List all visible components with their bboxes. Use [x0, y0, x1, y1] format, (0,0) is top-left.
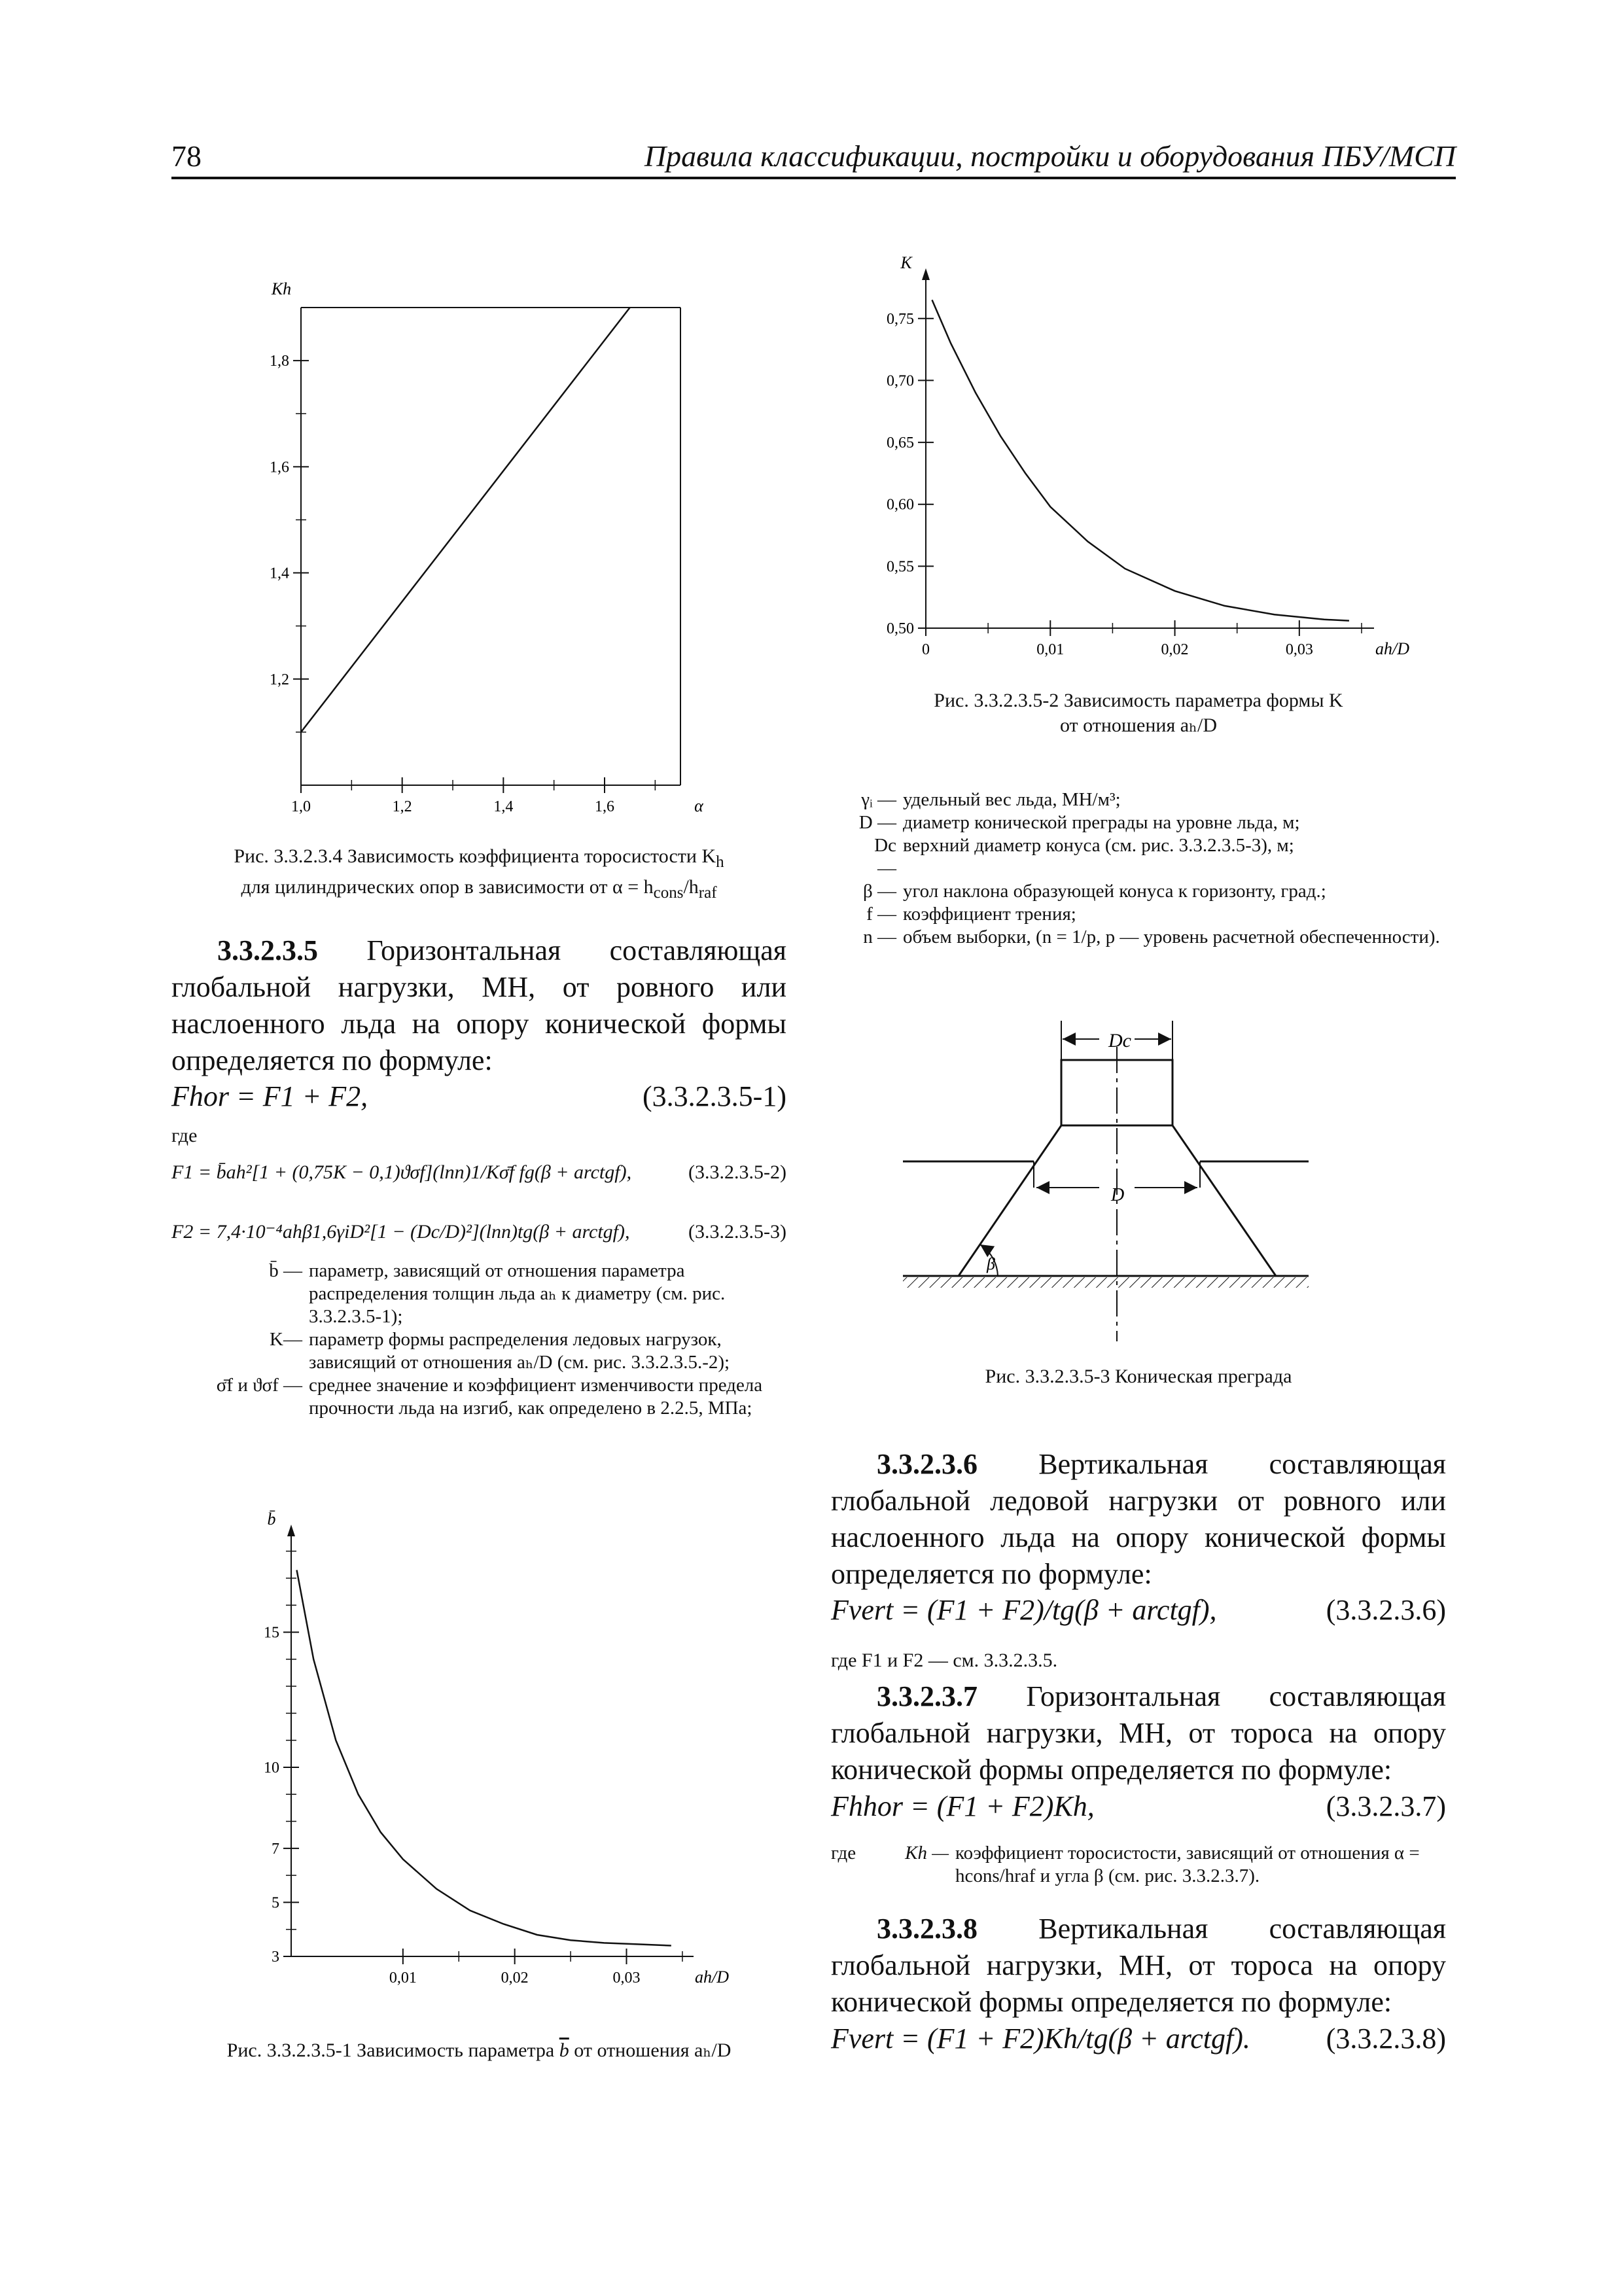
- formula-body: Fhhor = (F1 + F2)Kh,: [831, 1790, 1095, 1822]
- chart-kh-vs-alpha: [249, 262, 746, 831]
- figure-caption-cone: Рис. 3.3.2.3.5-3 Коническая преграда: [985, 1366, 1292, 1387]
- x-tick-label: 0,01: [389, 1969, 417, 1987]
- formula-body: Fvert = (F1 + F2)/tg(β + arctgf),: [831, 1594, 1217, 1626]
- formula-3-3-2-3-5-3: [171, 1220, 786, 1243]
- y-axis-label: K: [900, 253, 912, 272]
- x-tick-label: 1,2: [392, 798, 412, 815]
- left-definitions: [171, 1260, 786, 1420]
- formula-number: (3.3.2.3.5-3): [688, 1221, 786, 1243]
- x-axis-label: ah/D: [695, 1968, 729, 1987]
- section-3-3-2-3-7: [831, 1678, 1446, 1788]
- y-tick-label: 0,70: [887, 372, 914, 390]
- header-rule: [171, 177, 1456, 179]
- definition-row: n — объем выборки, (n = 1/p, p — уровень расчетной обеспеченности).: [863, 927, 1440, 947]
- section-text: Вертикальная составляющая глобальной нагрузки, МН, от тороса на опору конической формы определяется по формуле:: [831, 1913, 1446, 2018]
- formula-5-where: [831, 1842, 1446, 1888]
- formula-number: (3.3.2.3.7): [1326, 1790, 1446, 1822]
- section-number: 3.3.2.3.8: [877, 1913, 978, 1945]
- formula-3-3-2-3-5-1: [171, 1080, 786, 1113]
- figure-caption-k: Рис. 3.3.2.3.5-2 Зависимость параметра формы K от отношения aₕ/D: [934, 690, 1343, 736]
- y-tick-label: 1,4: [270, 565, 289, 582]
- x-tick-label: 0,03: [612, 1969, 641, 1987]
- formula-body: Fvert = (F1 + F2)Kh/tg(β + arctgf).: [831, 2022, 1250, 2055]
- x-tick-label: 0: [922, 641, 930, 658]
- formula-body: F1 = b̄ah²[1 + (0,75K − 0,1)ϑσf](lnn)1/Kσ̄f fg(β + arctgf),: [171, 1161, 632, 1183]
- section-3-3-2-3-8: [831, 1911, 1446, 2021]
- formula-where-note: где F1 и F2 — см. 3.3.2.3.5.: [831, 1650, 1058, 1671]
- section-text: Горизонтальная составляющая глобальной нагрузки, МН, от ровного или наслоенного льда на опору конической формы определяется по формуле:: [171, 934, 787, 1076]
- y-tick-label: 5: [272, 1894, 279, 1912]
- right-definitions: [851, 788, 1453, 949]
- caption-line-1: Рис. 3.3.2.3.4 Зависимость коэффициента торосистости $K_h$: [234, 845, 724, 871]
- formula-number: (3.3.2.3.5-1): [643, 1080, 786, 1112]
- formula-number: (3.3.2.3.5-2): [688, 1161, 786, 1183]
- chart-b-plot: [264, 1510, 729, 1987]
- formula-number: (3.3.2.3.8): [1326, 2022, 1446, 2055]
- d-label: D: [1111, 1185, 1125, 1205]
- formula-number: (3.3.2.3.6): [1326, 1594, 1446, 1626]
- y-tick-label: 0,65: [887, 434, 914, 452]
- y-axis-label: Kh: [271, 279, 292, 298]
- y-tick-label: 0,50: [887, 620, 914, 637]
- section-text: Горизонтальная составляющая глобальной нагрузки, МН, от тороса на опору конической формы определяется по формуле:: [831, 1680, 1447, 1786]
- x-tick-label: 1,6: [595, 798, 614, 815]
- formula-3-3-2-3-5-2: [171, 1161, 786, 1184]
- running-header-title: Правила классификации, постройки и оборудования ПБУ/МСП: [644, 139, 1456, 173]
- y-tick-label: 15: [264, 1624, 279, 1642]
- y-tick-label: 0,60: [887, 496, 914, 514]
- y-tick-label: 1,2: [270, 671, 289, 688]
- definition-row: Dc — верхний диаметр конуса (см. рис. 3.3.2.3.5-3), м;: [874, 835, 1294, 879]
- section-3-3-2-3-6: [831, 1446, 1446, 1593]
- section-number: 3.3.2.3.5: [217, 934, 318, 966]
- x-tick-label: 1,0: [291, 798, 311, 815]
- chart-b-vs-ahD: [216, 1505, 785, 2002]
- where-label: где: [171, 1125, 198, 1146]
- definition-row: β — угол наклона образующей конуса к горизонту, град.;: [862, 881, 1326, 902]
- chart-k-vs-ahD: [864, 249, 1453, 680]
- data-series-line: [297, 1570, 671, 1946]
- definition-row: σ̄f и ϑσf — среднее значение и коэффициент изменчивости предела прочности льда на изгиб, как определено в 2.2.5, МПа;: [216, 1375, 763, 1419]
- y-tick-label: 0,55: [887, 558, 914, 576]
- chart-kh-plot: [270, 279, 704, 815]
- definition-row: γᵢ — удельный вес льда, МН/м³;: [861, 789, 1121, 810]
- y-tick-label: 1,8: [270, 353, 289, 370]
- formula-body: Fhor = F1 + F2,: [171, 1080, 368, 1112]
- y-tick-label: 1,6: [270, 459, 289, 476]
- definition-row: K— параметр формы распределения ледовых нагрузок, зависящий от отношения aₕ/D (см. рис. 3.3.2.3.5.-2);: [270, 1329, 730, 1373]
- figure-caption-kh: [171, 844, 786, 906]
- beta-label: β: [987, 1254, 995, 1273]
- definition-row: где Kh — коэффициент торосистости, зависящий от отношения α = hcons/hraf и угла β (см. рис. 3.3.2.3.7).: [831, 1843, 1420, 1886]
- definition-row: D — диаметр конической преграды на уровне льда, м;: [858, 812, 1300, 833]
- x-axis-label: α: [694, 796, 703, 815]
- caption-line-2: для цилиндрических опор в зависимости от $\alpha = h_{cons}/h_{raf}$: [241, 876, 717, 902]
- x-axis-label: ah/D: [1375, 639, 1409, 658]
- formula-3-3-2-3-6: [831, 1593, 1446, 1627]
- section-number: 3.3.2.3.7: [877, 1680, 978, 1712]
- data-series-line: [932, 300, 1349, 620]
- y-axis-arrow: [922, 268, 930, 280]
- y-tick-label: 0,75: [887, 310, 914, 328]
- x-tick-label: 0,03: [1285, 641, 1313, 658]
- y-tick-label: 10: [264, 1759, 279, 1776]
- y-tick-label: 7: [272, 1840, 279, 1858]
- x-tick-label: 0,01: [1036, 641, 1065, 658]
- x-tick-label: 1,4: [493, 798, 514, 815]
- dc-label: Dc: [1108, 1030, 1131, 1051]
- formula-body: F2 = 7,4·10⁻⁴ahβ1,6γiD²[1 − (Dc/D)²](lnn)tg(β + arctgf),: [171, 1221, 630, 1243]
- x-tick-label: 0,02: [501, 1969, 529, 1987]
- figure-caption-b: Рис. 3.3.2.3.5-1 Зависимость параметра $\overline{b}$ от отношения aₕ/D: [226, 2040, 732, 2061]
- y-axis-arrow: [287, 1525, 295, 1536]
- conical-obstacle-diagram: [903, 1014, 1309, 1348]
- ground-hatch: [903, 1277, 1309, 1288]
- formula-3-3-2-3-7: [831, 1790, 1446, 1823]
- data-series-line: [301, 308, 630, 732]
- section-text: Вертикальная составляющая глобальной ледовой нагрузки от ровного или наслоенного льда на опору конической формы определяется по формуле:: [831, 1448, 1446, 1590]
- x-tick-label: 0,02: [1161, 641, 1189, 658]
- page-number: 78: [171, 139, 202, 173]
- definition-row: f — коэффициент трения;: [866, 904, 1076, 925]
- chart-k-plot: [887, 253, 1409, 658]
- definition-row: b̄ — параметр, зависящий от отношения параметра распределения толщин льда aₕ к диаметру (см. рис. 3.3.2.3.5-1);: [269, 1260, 726, 1327]
- section-number: 3.3.2.3.6: [877, 1448, 978, 1480]
- y-axis-label: b̄: [267, 1510, 276, 1528]
- formula-3-3-2-3-8: [831, 2022, 1446, 2055]
- y-tick-label: 3: [272, 1949, 279, 1966]
- section-3-3-2-3-5: [171, 932, 786, 1079]
